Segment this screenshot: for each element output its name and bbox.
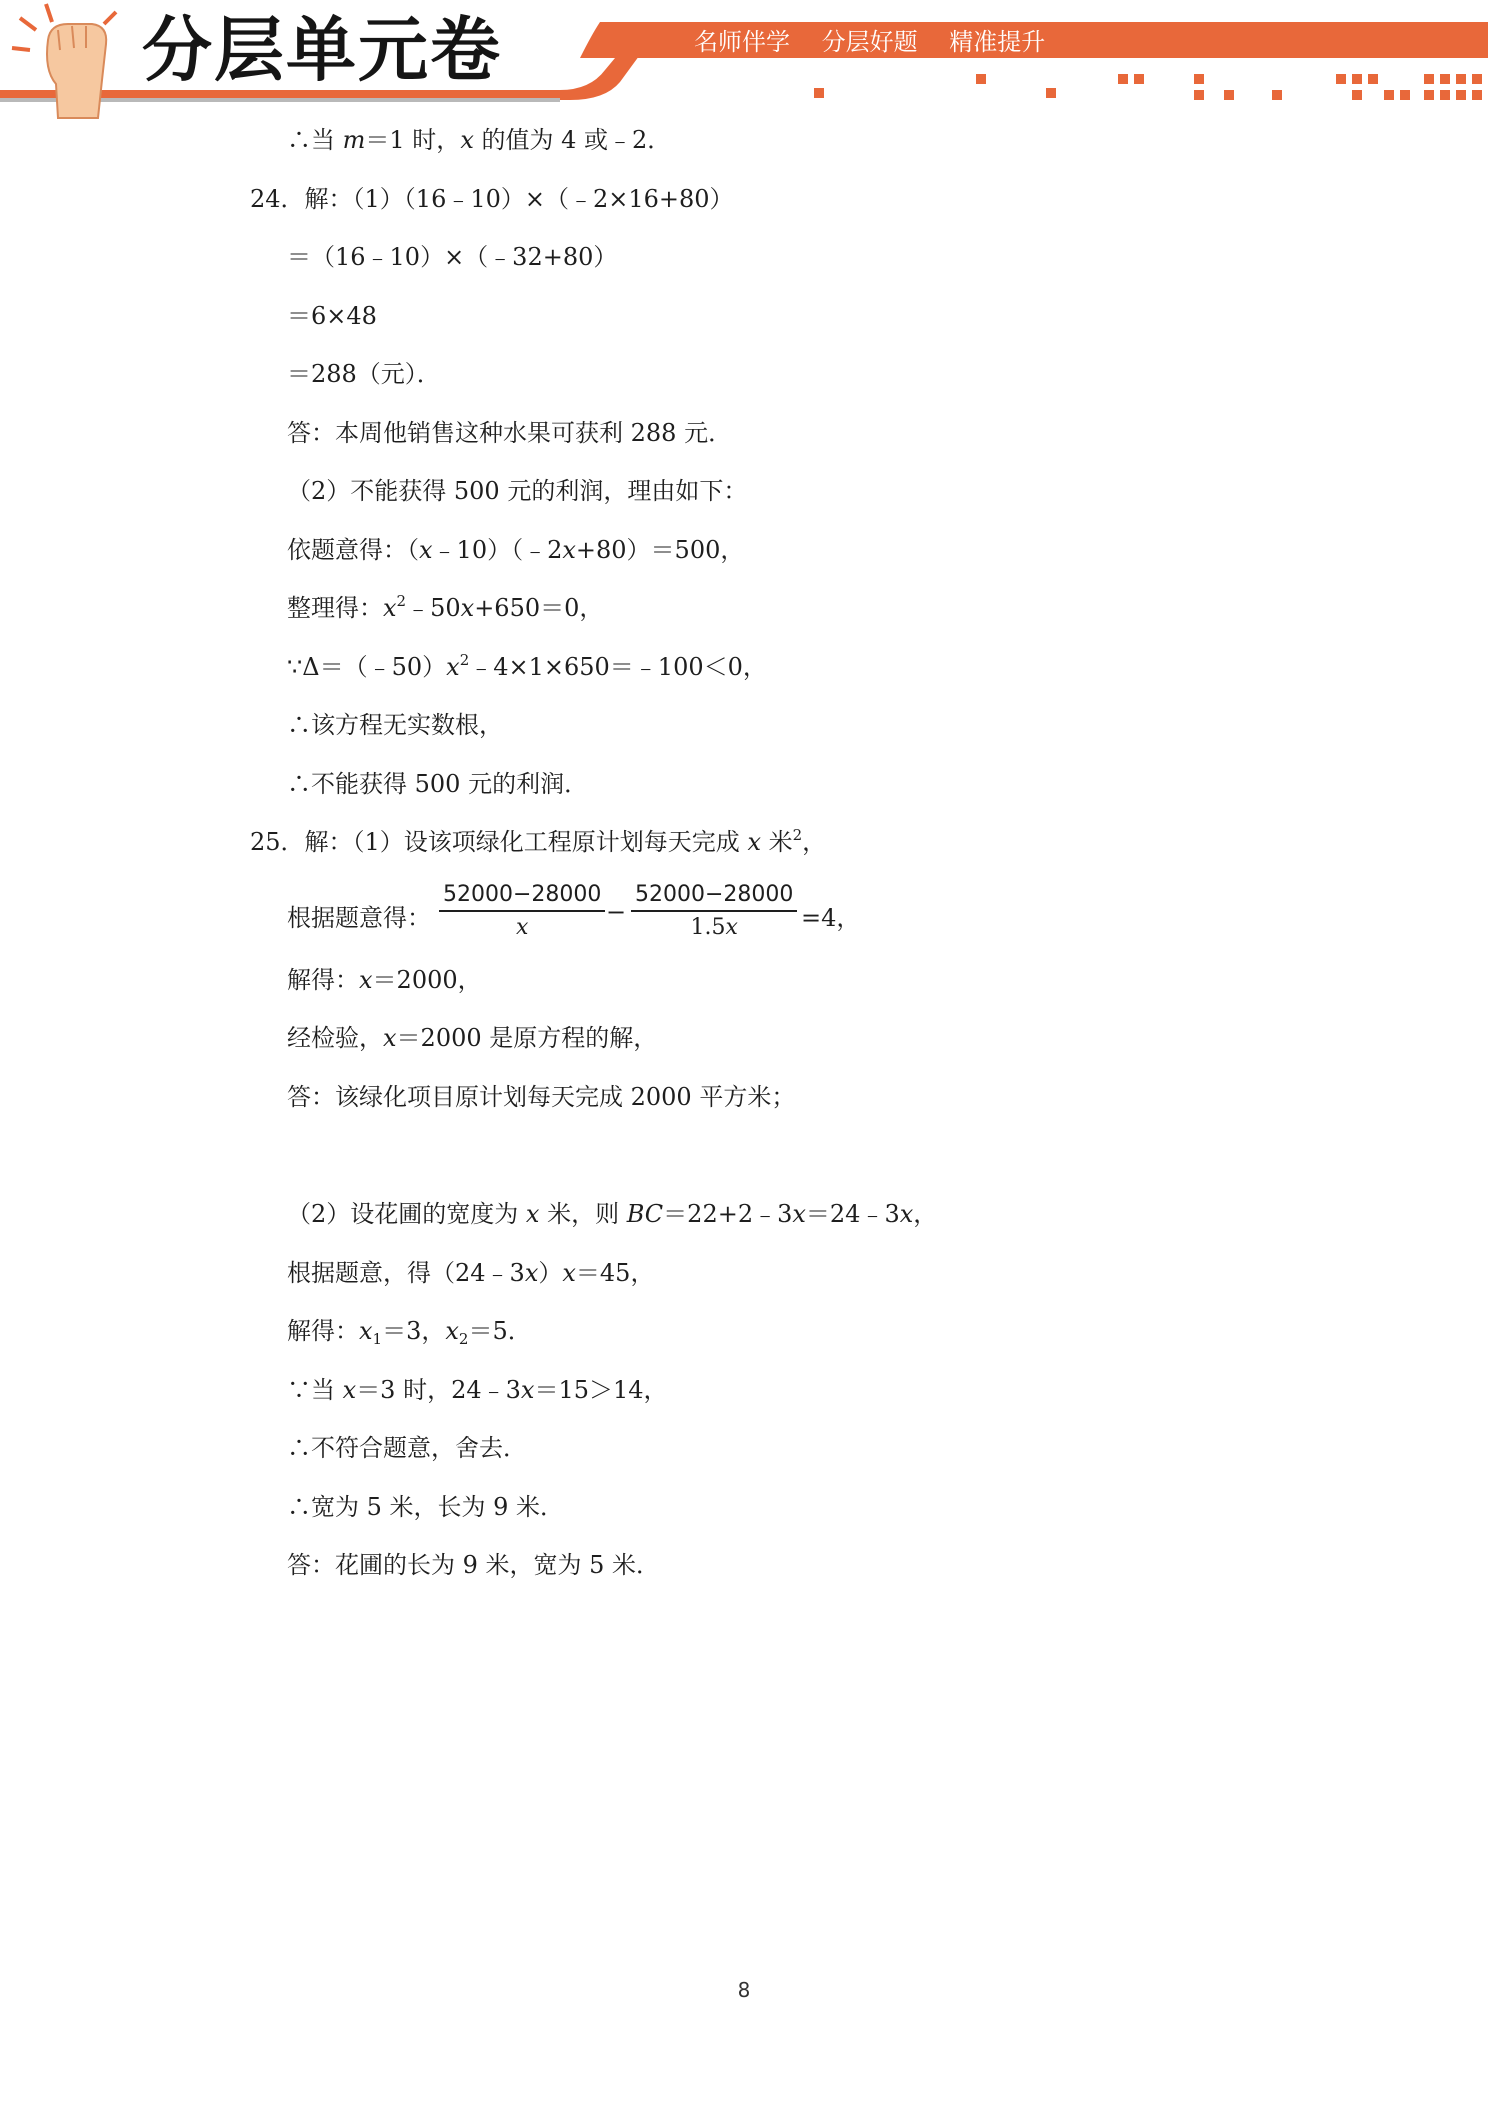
text-line: ＝（16﹣10）×（﹣32+80） xyxy=(287,243,618,271)
slogan-1: 名师伴学 xyxy=(694,28,790,56)
fraction-1 xyxy=(439,880,605,944)
answer-line: 答：花圃的长为 9 米，宽为 5 米． xyxy=(287,1551,661,1579)
fraction-2 xyxy=(631,880,797,944)
header-slogans xyxy=(694,22,1069,57)
text-line: ∵当 x＝3 时，24﹣3x＝15＞14， xyxy=(287,1376,668,1404)
text-line: ∴当 m＝1 时，x 的值为 4 或﹣2． xyxy=(287,126,672,154)
text-line: ∴不能获得 500 元的利润． xyxy=(287,770,589,798)
text-line: （2）设花圃的宽度为 x 米，则 BC＝22+2﹣3x＝24﹣3x， xyxy=(287,1200,938,1228)
brand-title: 分层单元卷 xyxy=(142,9,502,91)
equation-result: =4， xyxy=(801,904,861,932)
text-line: 依题意得：（x﹣10）（﹣2x+80）＝500， xyxy=(287,536,745,564)
slogan-2: 分层好题 xyxy=(821,28,918,56)
equation-label: 根据题意得： xyxy=(287,904,431,932)
text-line: 整理得：$x^2﹣50x+650=0$， xyxy=(287,592,604,622)
question-25-heading: 25．解：（1）设该项绿化工程原计划每天完成 x 米$^2$， xyxy=(250,826,827,856)
text-line: （2）不能获得 500 元的利润，理由如下： xyxy=(287,477,748,505)
text-line: 根据题意，得（24﹣3x）x＝45， xyxy=(287,1259,655,1287)
text-line: ＝288（元）． xyxy=(287,360,441,388)
text-line: 经检验，x＝2000 是原方程的解， xyxy=(287,1024,658,1052)
answer-line: 答：本周他销售这种水果可获利 288 元． xyxy=(287,419,733,447)
fraction-1-denominator: x xyxy=(515,915,529,940)
fraction-2-denominator: 1.5x xyxy=(690,915,738,940)
minus-sign: − xyxy=(606,898,627,926)
question-24-heading: 24．解：（1）（16﹣10）×（﹣2×16+80） xyxy=(250,185,734,213)
page-number: 8 xyxy=(737,1978,751,2002)
text-line: ∴该方程无实数根， xyxy=(287,711,503,739)
answer-line: 答：该绿化项目原计划每天完成 2000 平方米； xyxy=(287,1083,796,1111)
page-header xyxy=(0,0,1488,120)
text-line: ∴宽为 5 米，长为 9 米． xyxy=(287,1493,565,1521)
text-line: ＝6×48 xyxy=(287,302,377,330)
slogan-3: 精准提升 xyxy=(949,28,1046,56)
text-line: ∴不符合题意，舍去． xyxy=(287,1434,527,1462)
fraction-1-numerator: 52000−28000 xyxy=(439,880,605,912)
text-line: $\because\Delta=(﹣50)x^2﹣4\times 1\times 650=﹣100<0$， xyxy=(287,651,767,681)
text-line: 解得：$x_1=3$，$x_2=5$． xyxy=(287,1317,532,1348)
text-line: 解得：x＝2000， xyxy=(287,966,482,994)
decorative-squares xyxy=(814,74,1482,100)
fraction-2-numerator: 52000−28000 xyxy=(631,880,797,912)
